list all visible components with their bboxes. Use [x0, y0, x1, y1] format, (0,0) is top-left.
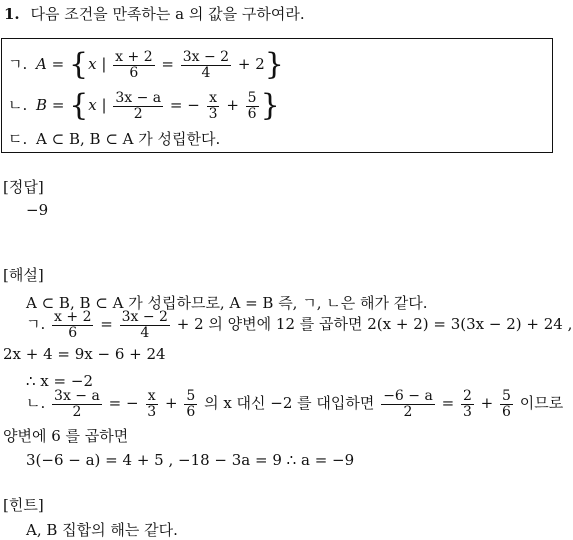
- solution-line-2-frac-1: $\frac{x + 2}{6}$: [54, 309, 92, 341]
- problem-statement: 다음 조건을 만족하는 a 의 값을 구하여라.: [30, 5, 305, 23]
- condition-g-label: ㄱ.: [8, 55, 28, 74]
- solution-line-4: ∴ x = −2: [26, 372, 93, 390]
- condition-d-label: ㄷ.: [8, 130, 28, 148]
- condition-g-set: A: [36, 55, 47, 74]
- answer-heading: [정답]: [3, 178, 44, 196]
- solution-heading: [해설]: [3, 266, 44, 284]
- solution-line-3: 2x + 4 = 9x − 6 + 24: [3, 345, 166, 363]
- condition-n-frac-x: $\frac{x}{3}$: [208, 90, 218, 122]
- condition-n-frac-5: $\frac{5}{6}$: [247, 90, 257, 122]
- solution-line-5-frac-1: $\frac{3x - a}{2}$: [54, 388, 100, 420]
- solution-line-2-frac-2: $\frac{3x - 2}{4}$: [121, 309, 168, 341]
- condition-g: ㄱ. A = {x | $\frac{x + 2}{6}$ = $\frac{3x - 2}{4}$ + 2}: [8, 47, 284, 83]
- problem-number: 1.: [4, 5, 20, 23]
- solution-line-5-frac-5: $\frac{2}{3}$: [462, 388, 472, 420]
- solution-line-5-frac-2: $\frac{x}{3}$: [147, 388, 157, 420]
- solution-line-1: A ⊂ B, B ⊂ A 가 성립하므로, A = B 즉, ㄱ, ㄴ은 해가 같다.: [26, 294, 428, 312]
- solution-line-6: 양변에 6 를 곱하면: [3, 427, 129, 445]
- hint-heading: [힌트]: [3, 496, 44, 514]
- condition-n: ㄴ. B = {x | $\frac{3x - a}{2}$ = − $\frac{x}{3}$ + $\frac{5}{6}$ }: [8, 88, 280, 124]
- condition-g-frac-left: $\frac{x + 2}{6}$: [115, 49, 153, 81]
- solution-line-5-frac-4: $\frac{-6 - a}{2}$: [383, 388, 433, 420]
- problem-header: [4, 3, 305, 24]
- solution-line-2: ㄱ. $\frac{x + 2}{6}$ = $\frac{3x - 2}{4}$ + 2 의 양변에 12 를 곱하면 2(x + 2) = 3(3x − 2) + 24 ,: [26, 309, 573, 341]
- solution-line-5: ㄴ. $\frac{3x - a}{2}$ = − $\frac{x}{3}$ + $\frac{5}{6}$ 의 x 대신 −2 를 대입하면 $\frac{-6 - a}{2}$ = $\frac{2}{3}$ + $\frac{5}{6}$ 이므로: [26, 388, 564, 420]
- condition-n-label: ㄴ.: [8, 96, 28, 115]
- solution-line-5-frac-6: $\frac{5}{6}$: [502, 388, 511, 420]
- answer-value: −9: [26, 201, 49, 219]
- condition-d: [8, 128, 220, 149]
- condition-d-text: A ⊂ B, B ⊂ A 가 성립한다.: [36, 130, 221, 148]
- condition-n-frac-left: $\frac{3x - a}{2}$: [115, 90, 162, 122]
- condition-g-frac-right: $\frac{3x - 2}{4}$: [182, 49, 230, 81]
- solution-line-5-frac-3: $\frac{5}{6}$: [186, 388, 196, 420]
- condition-n-set: B: [36, 96, 48, 115]
- solution-line-7: 3(−6 − a) = 4 + 5 , −18 − 3a = 9 ∴ a = −9: [26, 451, 355, 469]
- hint-text: A, B 집합의 해는 같다.: [26, 521, 178, 539]
